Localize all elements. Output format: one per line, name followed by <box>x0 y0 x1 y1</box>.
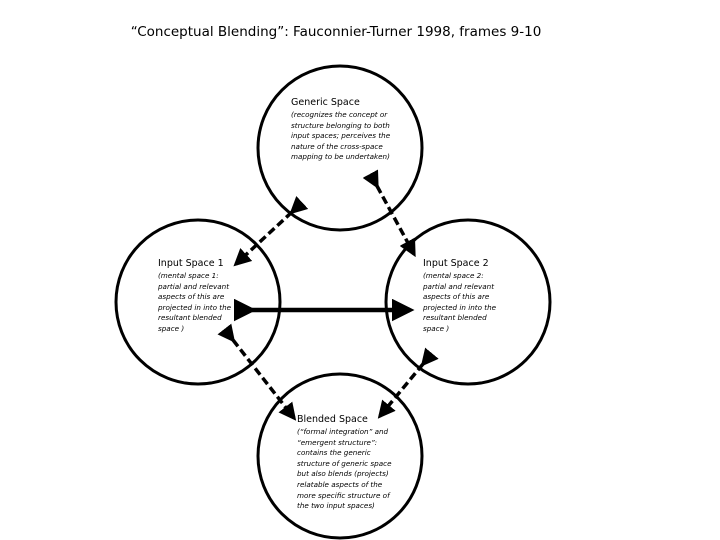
desc-line: (mental space 2: <box>423 271 484 280</box>
desc-line: relatable aspects of the <box>297 479 383 489</box>
generic-space-label <box>291 97 390 163</box>
desc-line: resultant blended <box>158 313 222 323</box>
desc-line: “emergent structure”: <box>297 437 378 447</box>
diagram-title: “Conceptual Blending”: Fauconnier-Turner 1998, frames 9-10 <box>130 24 542 40</box>
desc-line: input spaces; perceives the <box>291 131 391 141</box>
input-space-1-heading: Input Space 1 <box>158 258 224 269</box>
input-space-2-heading: Input Space 2 <box>423 258 489 269</box>
generic-to-input1-arrow <box>236 212 292 264</box>
desc-line: space ) <box>158 323 185 333</box>
desc-line: resultant blended <box>423 313 487 323</box>
desc-line: structure of generic space <box>297 458 392 468</box>
desc-line: projected in into the <box>423 302 497 312</box>
blended-space-label <box>297 414 392 512</box>
desc-line: (“formal integration” and <box>297 427 389 436</box>
desc-line: aspects of this are <box>423 292 490 302</box>
desc-line: (recognizes the concept or <box>291 110 388 119</box>
desc-line: the two input spaces) <box>297 501 375 511</box>
desc-line: space ) <box>423 323 450 333</box>
desc-line: contains the generic <box>297 448 371 458</box>
desc-line: projected in into the <box>158 302 232 312</box>
generic-space-heading: Generic Space <box>291 97 360 108</box>
desc-line: partial and relevant <box>158 281 230 291</box>
blended-space-description <box>297 427 392 512</box>
generic-space-description <box>291 110 390 163</box>
blended-space-heading: Blended Space <box>297 414 368 425</box>
desc-line: mapping to be undertaken) <box>291 152 390 162</box>
input-space-1-description <box>158 271 231 335</box>
generic-to-input2-arrow <box>377 186 414 254</box>
desc-line: partial and relevant <box>423 281 495 291</box>
desc-line: but also blends (projects) <box>297 469 389 479</box>
desc-line: aspects of this are <box>158 292 225 302</box>
input-space-1-label <box>158 258 231 335</box>
input-space-2-label <box>423 258 496 335</box>
desc-line: more specific structure of <box>297 490 390 500</box>
input-space-2-description <box>423 271 496 335</box>
desc-line: nature of the cross-space <box>291 141 383 151</box>
desc-line: (mental space 1: <box>158 271 219 280</box>
desc-line: structure belonging to both <box>291 120 390 130</box>
